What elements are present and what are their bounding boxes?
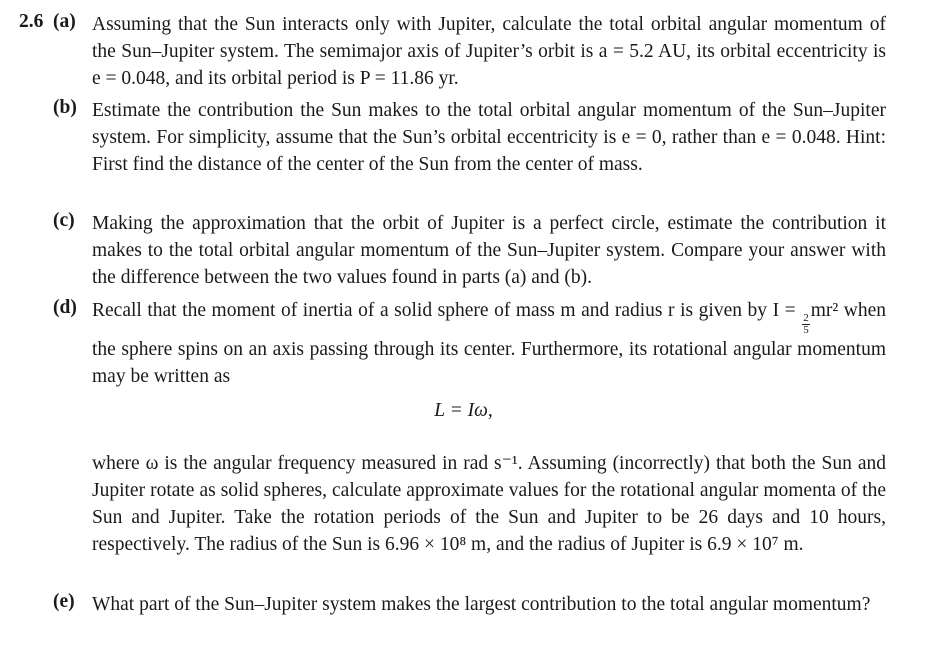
part-d-text-intro xyxy=(92,297,886,390)
part-d-text-2: mr² when the sphere spins on an axis passing through its center. Furthermore, its rotational angular momentum may be written as xyxy=(92,300,886,387)
part-c-label: (c) xyxy=(53,210,75,231)
part-d-text-3: where ω is the angular frequency measured in rad s⁻¹. Assuming (incorrectly) that both the Sun and Jupiter rotate as solid spheres, calculate approximate values for the rotational angular momenta of the Sun and Jupiter. Take the rotation periods of the Sun and Jupiter to be 26 days and 10 hours, respectively. The radius of the Sun is 6.96 × 10⁸ m, and the radius of Jupiter is 6.9 × 10⁷ m. xyxy=(92,453,886,555)
part-a-text: Assuming that the Sun interacts only with Jupiter, calculate the total orbital angular momentum of the Sun–Jupiter system. The semimajor axis of Jupiter’s orbit is a = 5.2 AU, its orbital eccentricity is e = 0.048, and its orbital period is P = 11.86 yr. xyxy=(92,14,886,89)
part-d-text-1: Recall that the moment of inertia of a solid sphere of mass m and radius r is given by I = xyxy=(92,300,802,321)
two-fifths-fraction xyxy=(802,313,810,336)
part-b-label: (b) xyxy=(53,97,77,118)
angular-momentum-equation: L = Iω, xyxy=(434,400,493,421)
part-a-label: (a) xyxy=(53,11,76,32)
part-d-label: (d) xyxy=(53,297,77,318)
fraction-denominator: 5 xyxy=(803,323,809,336)
part-c-text: Making the approximation that the orbit of Jupiter is a perfect circle, estimate the contribution it makes to the total orbital angular momentum of the Sun–Jupiter system. Compare your answer with the difference between the two values found in parts (a) and (b). xyxy=(92,213,886,288)
problem-number: 2.6 xyxy=(19,11,44,32)
fraction-numerator: 2 xyxy=(803,311,809,324)
part-e-text: What part of the Sun–Jupiter system makes the largest contribution to the total angular momentum? xyxy=(92,594,871,615)
part-b-text: Estimate the contribution the Sun makes to the total orbital angular momentum of the Sun–Jupiter system. For simplicity, assume that the Sun’s orbital eccentricity is e = 0, rather than e = 0.048. Hint: First find the distance of the center of the Sun from the center of mass. xyxy=(92,100,886,175)
part-e-label: (e) xyxy=(53,591,75,612)
